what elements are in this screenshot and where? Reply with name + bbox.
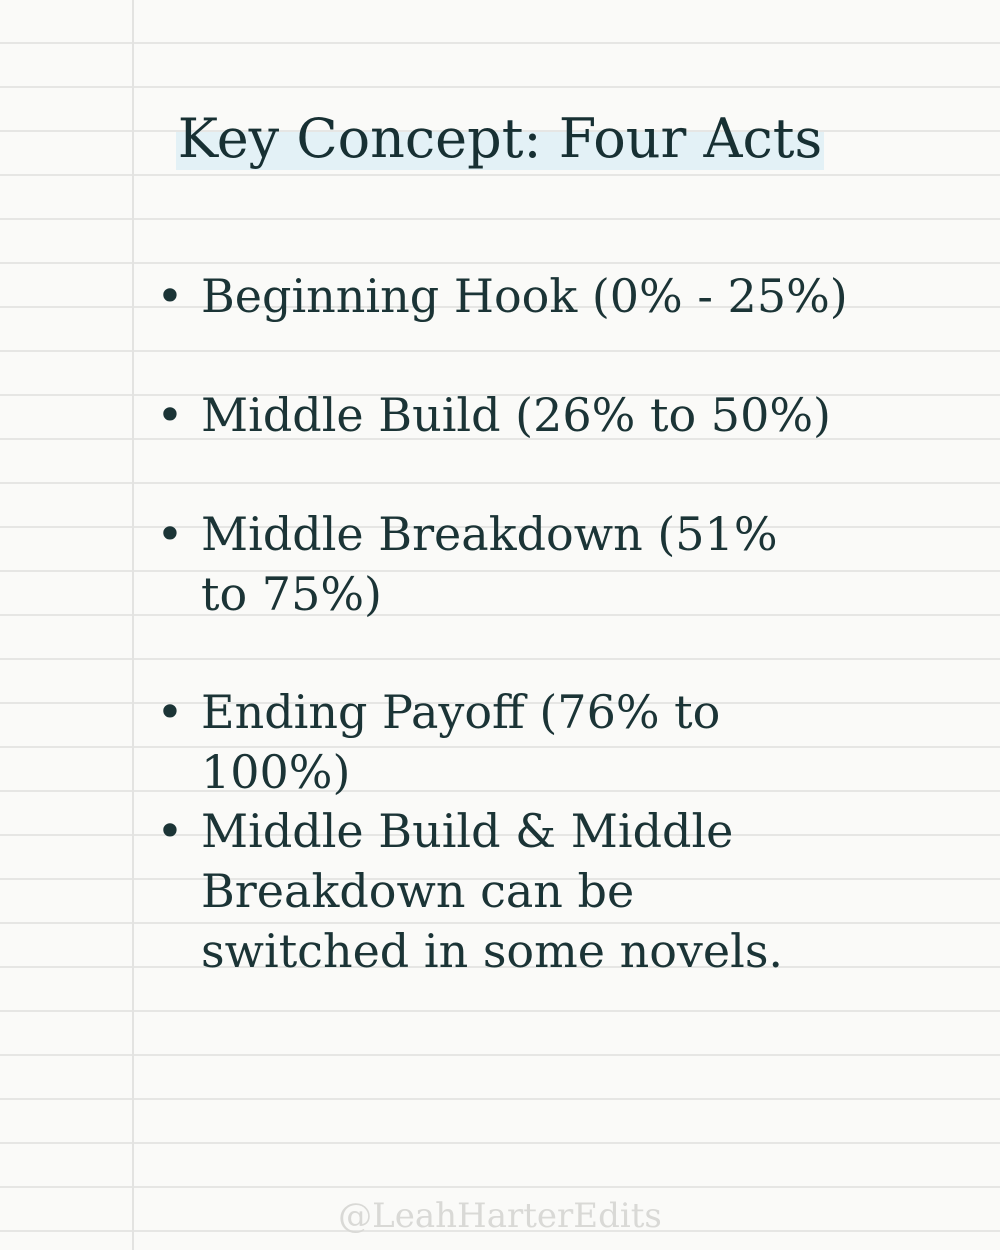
bullet-icon: •: [156, 804, 184, 858]
bullet-icon: •: [156, 269, 184, 323]
page-title: Key Concept: Four Acts: [177, 107, 823, 170]
bullet-icon: •: [156, 388, 184, 442]
list-item-text: Middle Build (26% to 50%): [201, 388, 831, 442]
bullet-icon: •: [156, 507, 184, 561]
list-item-text: Middle Build & Middle Breakdown can be switched in some novels.: [201, 804, 784, 978]
list-item-text: Middle Breakdown (51% to 75%): [201, 507, 778, 621]
watermark-handle: @LeahHarterEdits: [338, 1196, 662, 1236]
list-item-text: Ending Payoff (76% to 100%): [201, 685, 721, 799]
bullet-icon: •: [156, 685, 184, 739]
list-item-text: Beginning Hook (0% - 25%): [201, 269, 848, 323]
